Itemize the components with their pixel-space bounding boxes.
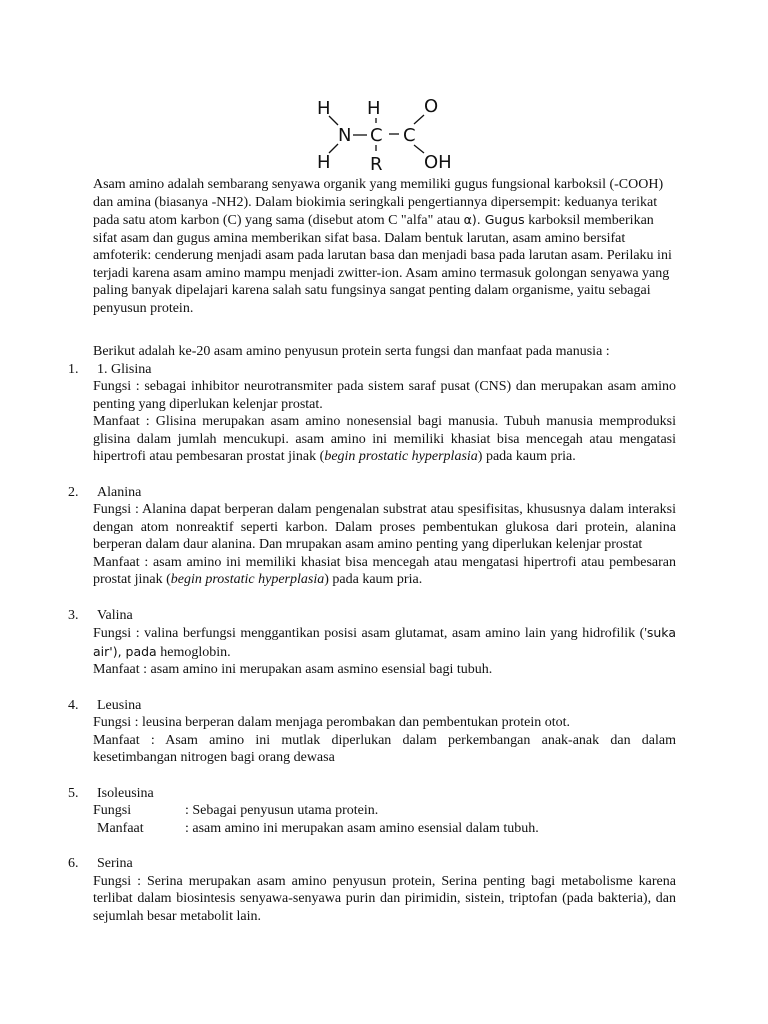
list-item-valina [68, 607, 676, 679]
atom-h-top: H [367, 98, 381, 119]
atom-o: O [424, 96, 439, 117]
atom-h-bottom-left: H [317, 152, 331, 173]
list-number: 4. [68, 697, 79, 713]
document-body [68, 176, 676, 925]
list-intro: Berikut adalah ke-20 asam amino penyusun protein serta fungsi dan manfaat pada manusia : [93, 344, 610, 359]
item-title: Alanina [97, 484, 142, 500]
atom-h-top-left: H [317, 98, 331, 119]
intro-text-part2: karboksil memberikan sifat asam dan gugus amina memberikan sifat basa. Dalam bentuk larutan, asam amino bersifat amfoterik: cenderung menjadi asam pada larutan basa dan menjadi basa pada larutan asam. Perilaku ini terjadi karena asam amino mampu menjadi zwitter-ion. Asam amino termasuk golongan senyawa yang paling banyak dipelajari karena salah satu fungsinya sangat penting dalam organisme, yaitu sebagai penyusun protein. [93, 213, 672, 316]
bond-h-n-top [329, 116, 338, 125]
item-title: Serina [97, 856, 133, 871]
item-manfaat: Manfaat : asam amino ini merupakan asam asmino esensial bagi tubuh. [93, 662, 493, 677]
list-item-alanina [68, 484, 676, 589]
list-item-leusina [68, 697, 676, 767]
list-number: 3. [68, 607, 79, 623]
intro-text-part1: Asam amino adalah sembarang senyawa organik yang memiliki gugus fungsional karboksil (-COOH) dan amina (biasanya -NH2). Dalam biokimia seringkali pengertiannya dipersempit: keduanya terikat pada satu atom karbon (C) yang sama (disebut atom C "alfa" atau [93, 177, 664, 228]
fungsi-value: : Sebagai penyusun utama protein. [185, 803, 379, 818]
list-number: 6. [68, 856, 79, 871]
intro-alpha-text: α). Gugus [463, 212, 525, 227]
item-fungsi: Fungsi : Alanina dapat berperan dalam pengenalan substrat atau spesifisitas, khususnya dalam interaksi dengan atom nonreaktif seperti karbon. Dalam proses pembentukan glukosa dari protein, alanina berperan dalam daur alanina. Dan mrupakan asam amino penting yang diperlukan kelenjar prostat [93, 502, 676, 552]
amino-acid-list [68, 361, 676, 926]
list-number: 1. [68, 361, 79, 377]
atom-oh: OH [424, 152, 452, 173]
item-fungsi: Fungsi : leusina berperan dalam menjaga perombakan dan pembentukan protein otot. [93, 715, 571, 730]
item-fungsi [93, 802, 676, 820]
manfaat-text: Manfaat : Glisina merupakan asam amino nonesensial bagi manusia. Tubuh manusia memproduksi glisina dalam jumlah mencukupi. asam amino ini memiliki khasiat bisa mencegah atau mengatasi hipertrofi atau pembesaran prostat jinak ( [93, 414, 676, 464]
fungsi-text: Fungsi : valina berfungsi menggantikan posisi asam glutamat, asam amino lain yang hidrofilik (' [93, 626, 647, 641]
manfaat-italic: begin prostatic hyperplasia [324, 449, 478, 464]
item-title: Isoleusina [97, 785, 154, 801]
manfaat-italic: begin prostatic hyperplasia [170, 572, 325, 587]
item-manfaat [93, 554, 676, 589]
atom-c-carboxyl: C [403, 125, 416, 146]
bond-c-o [414, 115, 424, 124]
item-manfaat: Manfaat : Asam amino ini mutlak diperlukan dalam perkembangan anak-anak dan dalam kesetimbangan nitrogen bagi orang dewasa [93, 732, 676, 765]
fungsi-sans-text: suka air'), pada [93, 625, 676, 659]
atom-r: R [370, 154, 383, 175]
item-title: Valina [97, 607, 133, 623]
list-number: 2. [68, 484, 79, 500]
amino-acid-structure [300, 88, 480, 180]
manfaat-value: : asam amino ini merupakan asam amino esensial dalam tubuh. [185, 820, 539, 836]
item-title: Leusina [97, 697, 142, 713]
manfaat-text: Manfaat : asam amino ini memiliki khasiat bisa mencegah atau mengatasi hipertrofi atau pembesaran prostat jinak ( [93, 554, 676, 587]
manfaat-label: Manfaat [97, 820, 144, 836]
manfaat-text-end: ) pada kaum pria. [477, 449, 576, 464]
manfaat-text-end: ) pada kaum pria. [324, 572, 423, 587]
list-item-glisina [68, 361, 676, 466]
intro-paragraph [93, 176, 676, 317]
item-fungsi [93, 624, 676, 661]
item-manfaat [93, 820, 676, 838]
atom-n: N [338, 125, 352, 146]
item-fungsi: Fungsi : sebagai inhibitor neurotransmiter pada sistem saraf pusat (CNS) dan merupakan asam amino penting yang diperlukan kelenjar prostat. [93, 379, 676, 412]
list-item-isoleusina [68, 785, 676, 838]
list-number: 5. [68, 785, 79, 801]
atom-c-alpha: C [370, 125, 383, 146]
bond-c-oh [414, 145, 424, 153]
item-manfaat [93, 413, 676, 466]
bond-h-n-bottom [329, 144, 338, 153]
item-title: 1. Glisina [97, 361, 152, 377]
item-fungsi: Fungsi : Serina merupakan asam amino penyusun protein, Serina penting bagi metabolisme karena terlibat dalam biosintesis senyawa-senyawa purin dan pirimidin, sistein, triptofan (pada bakteria), dan sejumlah besar metabolit lain. [93, 873, 676, 924]
list-item-serina [68, 855, 676, 925]
fungsi-label: Fungsi [93, 803, 132, 818]
fungsi-text-end: hemoglobin. [156, 644, 231, 660]
